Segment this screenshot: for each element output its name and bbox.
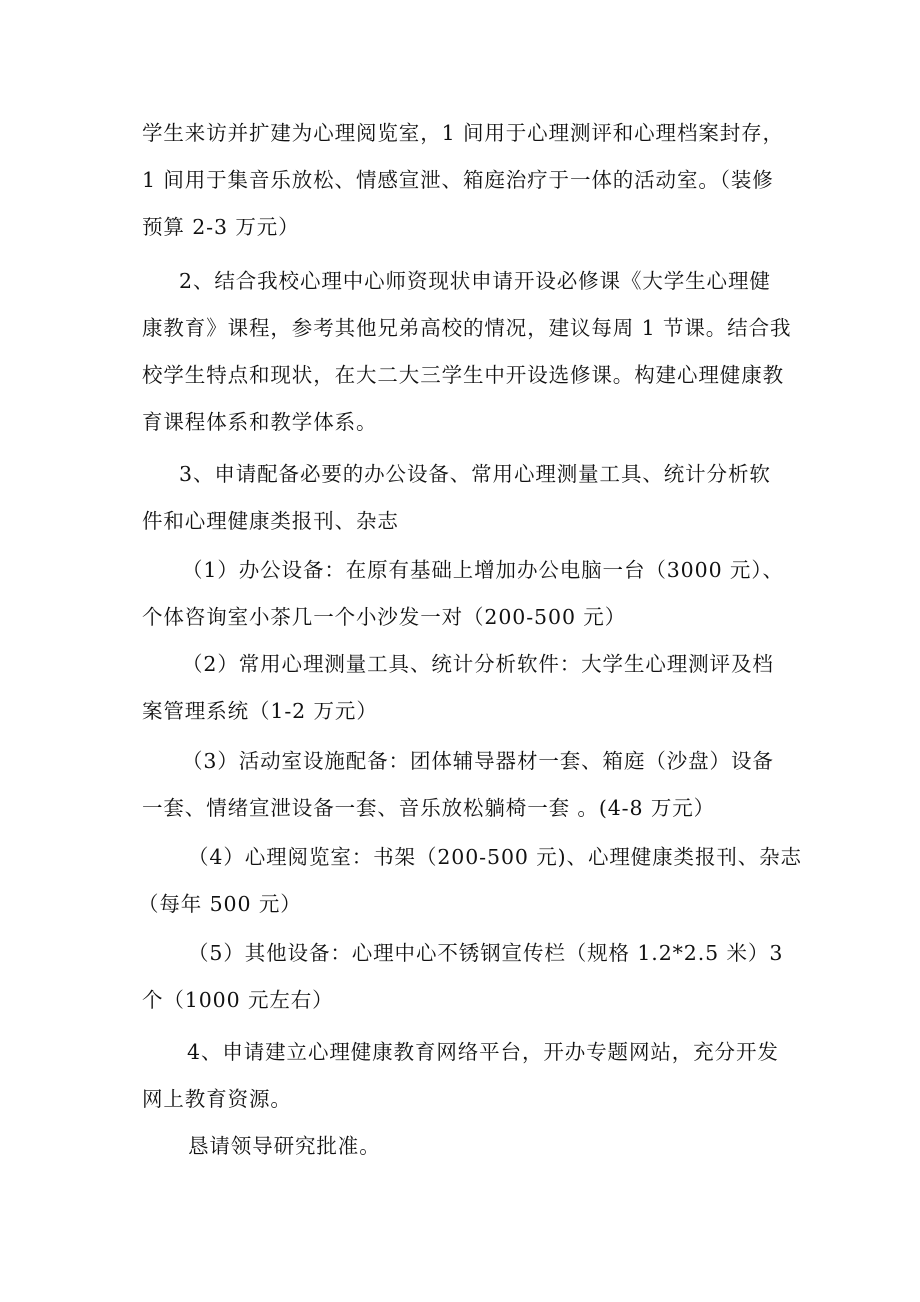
paragraph-room-allocation [142,110,782,251]
text-line: （3）活动室设施配备：团体辅导器材一套、箱庭（沙盘）设备 [182,749,774,773]
text-line: 件和心理健康类报刊、杂志 [142,509,399,533]
paragraph-subitem-5-other [142,930,782,1024]
paragraph-subitem-1-office [142,547,782,641]
paragraph-subitem-2-tools [142,641,782,735]
paragraph-closing-request [142,1123,782,1170]
text-line: 预算 2-3 万元） [142,215,300,239]
paragraph-item-3-equipment [142,451,782,545]
paragraph-item-2-courses [142,258,792,446]
text-line: 个体咨询室小茶几一个小沙发一对（200-500 元） [142,605,627,629]
text-line: （5）其他设备：心理中心不锈钢宣传栏（规格 1.2*2.5 米）3 [188,941,784,965]
paragraph-item-4-network [142,1029,782,1123]
text-line: 4、申请建立心理健康教育网络平台，开办专题网站，充分开发 [187,1040,779,1064]
text-line: 康教育》课程，参考其他兄弟高校的情况，建议每周 1 节课。结合我 [142,316,792,340]
text-line: （2）常用心理测量工具、统计分析软件：大学生心理测评及档 [182,652,774,676]
text-line: 育课程体系和教学体系。 [142,410,378,434]
text-line: （每年 500 元） [138,892,302,916]
text-line: （4）心理阅览室：书架（200-500 元)、心理健康类报刊、杂志 [188,845,802,869]
text-line: 个（1000 元左右） [142,988,334,1012]
text-line: 学生来访并扩建为心理阅览室，1 间用于心理测评和心理档案封存， [142,121,784,145]
text-line: 1 间用于集音乐放松、情感宣泄、箱庭治疗于一体的活动室。（装修 [142,168,774,192]
paragraph-subitem-4-reading-room [138,834,802,928]
text-line: 2、结合我校心理中心师资现状申请开设必修课《大学生心理健 [179,269,771,293]
text-line: 网上教育资源。 [142,1087,292,1111]
paragraph-subitem-3-activity-room [142,738,782,832]
text-line: 校学生特点和现状，在大二大三学生中开设选修课。构建心理健康教 [142,363,784,387]
text-line: 恳请领导研究批准。 [188,1134,381,1158]
text-line: 3、申请配备必要的办公设备、常用心理测量工具、统计分析软 [179,462,771,486]
text-line: （1）办公设备：在原有基础上增加办公电脑一台（3000 元）、 [182,558,784,582]
text-line: 案管理系统（1-2 万元） [142,699,378,723]
text-line: 一套、情绪宣泄设备一套、音乐放松躺椅一套 。(4-8 万元） [142,796,716,820]
